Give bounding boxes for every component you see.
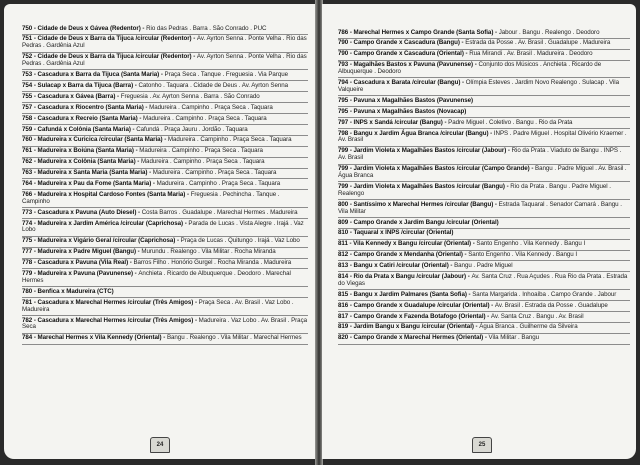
route-stops: Vila Militar . Bangu	[488, 334, 540, 342]
route-name: 816 - Campo Grande x Guadalupe /circular (Oriental)	[338, 301, 490, 309]
route-entry	[22, 169, 308, 180]
page-number-right: 25	[472, 437, 492, 453]
route-entry	[338, 147, 630, 165]
route-separator: -	[463, 50, 470, 58]
route-stops: Santo Engenho . Vila Kennedy . Bangu I	[476, 240, 586, 248]
route-stops: Madureira . Campinho . Praça Seca . Taquara	[139, 147, 263, 155]
route-separator: -	[483, 334, 489, 342]
route-separator: -	[133, 81, 139, 89]
route-entry	[22, 269, 308, 287]
route-stops: Estrada Taquaral . Senador Camará . Bangu . Vila Militar	[338, 200, 622, 215]
right-page	[322, 4, 636, 459]
route-separator: -	[493, 28, 499, 36]
route-entry	[22, 81, 308, 92]
route-separator: -	[175, 237, 181, 245]
route-entry	[338, 118, 630, 129]
route-separator: -	[473, 61, 479, 69]
route-separator: -	[493, 200, 499, 208]
route-stops: Praça de Lucas . Quitungo . Irajá . Vaz Lobo	[180, 237, 300, 245]
route-name: 811 - Vila Kennedy x Bangu /circular (Oriental)	[338, 240, 472, 248]
route-entry	[338, 229, 630, 240]
route-name: 817 - Campo Grande x Fazenda Botafogo (Oriental)	[338, 312, 486, 320]
route-name: 794 - Cascadura x Barata /circular (Bangu)	[338, 79, 461, 87]
route-name: 751 - Cidade de Deus x Barra da Tijuca /circular (Redentor)	[22, 35, 192, 43]
route-stops: Anchieta . Ricardo de Albuquerque . Deodoro . Marechal Hermes	[22, 270, 291, 284]
route-stops: Bangu . Padre Miguel . Av. Brasil . Água Branca	[338, 165, 627, 180]
route-stops: Madureira . Campinho . Praça Seca . Taquara	[140, 158, 265, 166]
route-stops: Av. Santa Cruz . Rua Açudes . Rua Rio da Prata . Estrada do Viegas	[338, 272, 628, 287]
route-separator: -	[135, 158, 141, 166]
route-separator: -	[147, 169, 153, 177]
route-entry	[22, 35, 308, 53]
route-separator: -	[466, 272, 472, 280]
route-entry	[22, 248, 308, 259]
route-name: 753 - Cascadura x Barra da Tijuca (Santa Maria)	[22, 71, 160, 79]
route-name: 752 - Cidade de Deus x Barra da Tijuca /circular (Redentor)	[22, 53, 192, 61]
route-entry	[338, 290, 630, 301]
route-stops: Jabour . Bangu . Realengo . Deodoro	[498, 28, 600, 36]
route-name: 781 - Cascadura x Marechal Hermes /circular (Três Amigos)	[22, 298, 194, 306]
route-entry	[338, 50, 630, 61]
route-stops: Madureira . Campinho . Praça Seca . Taquara	[152, 169, 277, 177]
left-page	[4, 4, 316, 459]
route-separator: -	[529, 165, 536, 173]
route-entry	[338, 96, 630, 107]
route-stops: Madureira . Campinho . Praça Seca . Taquara	[149, 103, 273, 111]
route-entry	[338, 39, 630, 50]
route-entry	[338, 301, 630, 312]
route-stops: Bangu . Padre Miguel	[454, 262, 513, 270]
route-name: 786 - Marechal Hermes x Campo Grande (Santa Sofia)	[338, 28, 494, 36]
route-stops: Água Branca . Guilherme da Silveira	[479, 323, 578, 331]
route-stops: Parada de Lucas . Vista Alegre . Irajá . Vaz Lobo	[22, 219, 304, 234]
route-name: 798 - Bangu x Jardim Água Branca /circular (Bangu)	[338, 129, 489, 137]
route-name: 782 - Cascadura x Marechal Hermes /circular (Três Amigos)	[22, 316, 194, 324]
route-separator: -	[462, 251, 469, 259]
route-separator: -	[140, 24, 147, 32]
route-name: 773 - Cascadura x Pavuna (Auto Diesel)	[22, 208, 137, 216]
route-stops: Santa Margarida . Inhoaíba . Campo Grande . Jabour	[472, 290, 617, 298]
route-separator: -	[135, 248, 142, 256]
route-separator: -	[471, 240, 477, 248]
route-name: 780 - Benfica x Madureira (CTC)	[22, 287, 114, 295]
page-number-left: 24	[150, 437, 170, 453]
route-stops: Barros Filho . Honório Gurgel . Rocha Miranda . Madureira	[133, 259, 292, 267]
route-stops: INPS . Padre Miguel . Hospital Olivério Kraemer . Av. Brasil	[338, 129, 627, 144]
route-name: 762 - Madureira x Colônia (Santa Maria)	[22, 158, 136, 166]
route-entry	[338, 182, 630, 200]
route-entry	[22, 298, 308, 316]
route-name: 763 - Madureira x Santa Maria (Santa Maria)	[22, 169, 148, 177]
route-separator: -	[489, 301, 495, 309]
route-name: 797 - INPS x Sandá /circular (Bangu)	[338, 118, 443, 126]
route-name: 799 - Jardim Violeta x Magalhães Bastos /circular (Jabour)	[338, 147, 507, 155]
route-entry	[22, 125, 308, 136]
route-name: 761 - Madureira x Boiúna (Santa Maria)	[22, 147, 134, 155]
route-name: 775 - Madureira x Vigário Geral /circular (Caprichosa)	[22, 237, 176, 245]
route-stops: Cafundá . Praça Jauru . Jordão . Taquara	[136, 125, 248, 133]
route-stops: Av. Santa Cruz . Bangu . Av. Brasil	[490, 312, 584, 320]
route-entry	[338, 61, 630, 79]
route-separator: -	[137, 114, 144, 122]
route-name: 790 - Campo Grande x Cascadura (Bangu)	[338, 39, 460, 47]
route-entry	[338, 323, 630, 334]
route-separator: -	[466, 290, 473, 298]
route-entry	[22, 208, 308, 219]
route-entry	[338, 28, 630, 39]
route-name: 779 - Madureira x Pavuna (Pavunense)	[22, 270, 133, 278]
route-name: 795 - Pavuna x Magalhães Bastos (Novacap)	[338, 107, 467, 115]
route-name: 759 - Cafundá x Colônia (Santa Maria)	[22, 125, 131, 133]
route-entry	[22, 103, 308, 114]
route-entry	[22, 334, 308, 345]
route-entry	[22, 190, 308, 208]
route-entry	[338, 261, 630, 272]
route-stops: Rio da Prata . Viaduto de Bangu . INPS . Av. Brasil	[338, 147, 622, 162]
route-separator: -	[143, 103, 150, 111]
route-separator: -	[151, 179, 157, 187]
route-stops: Costa Barros . Guadalupe . Marechal Hermes . Madureira	[141, 208, 298, 216]
route-separator: -	[485, 312, 491, 320]
route-entry	[22, 114, 308, 125]
route-separator: -	[161, 334, 167, 342]
route-separator: -	[159, 71, 165, 79]
route-entry	[22, 316, 308, 334]
route-separator: -	[133, 270, 139, 278]
route-separator: -	[191, 53, 197, 61]
route-stops: Freguesia . Av. Ayrton Senna . Barra . São Conrado	[120, 92, 260, 100]
route-stops: Santo Engenho . Vila Kennedy . Bangu I	[468, 251, 577, 259]
route-stops: Madureira . Campinho . Praça Seca . Taquara	[156, 179, 281, 187]
route-name: 799 - Jardim Violeta x Magalhães Bastos /circular (Campo Grande)	[338, 165, 530, 173]
route-name: 812 - Campo Grande x Mendanha (Oriental)	[338, 251, 463, 259]
route-list-right	[338, 28, 630, 345]
route-separator: -	[162, 136, 168, 144]
route-stops: Praça Seca . Av. Brasil . Vaz Lobo . Madureira	[22, 298, 294, 313]
route-entry	[338, 272, 630, 290]
route-name: 778 - Cascadura x Pavuna (Vila Real)	[22, 259, 129, 267]
route-stops: Padre Miguel . Coletivo . Bangu . Rio da Prata	[448, 118, 573, 126]
route-name: 795 - Pavuna x Magalhães Bastos (Pavunense)	[338, 96, 474, 104]
route-separator: -	[459, 39, 466, 47]
route-name: 784 - Marechal Hermes x Vila Kennedy (Oriental)	[22, 334, 162, 342]
route-name: 758 - Cascadura x Recreio (Santa Maria)	[22, 114, 138, 122]
route-stops: Catonho . Taquara . Cidade de Deus . Av. Ayrton Senna	[138, 81, 289, 89]
route-entry	[22, 92, 308, 103]
route-entry	[338, 240, 630, 251]
route-entry	[22, 53, 308, 71]
route-separator: -	[504, 182, 511, 190]
route-name: 777 - Madureira x Padre Miguel (Bangu)	[22, 248, 136, 256]
route-entry	[22, 237, 308, 248]
route-stops: Av. Brasil . Estrada da Posse . Guadalupe	[494, 301, 608, 309]
route-entry	[338, 218, 630, 229]
route-entry	[22, 179, 308, 190]
route-name: 820 - Campo Grande x Marechal Hermes (Oriental)	[338, 334, 484, 342]
route-stops: Rio das Pedras . Barra . São Conrado . PUC	[146, 24, 267, 32]
route-stops: Conjunto dos Músicos . Anchieta . Ricardo de Albuquerque . Deodoro	[338, 61, 602, 76]
route-name: 790 - Campo Grande x Cascadura (Oriental)	[338, 50, 464, 58]
route-entry	[22, 158, 308, 169]
route-entry	[338, 334, 630, 345]
route-name: 757 - Cascadura x Riocentro (Santa Maria)	[22, 103, 144, 111]
route-entry	[338, 312, 630, 323]
route-entry	[338, 200, 630, 218]
route-entry	[22, 136, 308, 147]
route-entry	[22, 287, 308, 298]
route-stops: Av. Ayrton Senna . Ponte Velha . Rio das Pedras . Gardênia Azul	[22, 35, 307, 50]
route-entry	[22, 147, 308, 158]
route-name: 755 - Cascadura x Gávea (Barra)	[22, 92, 116, 100]
route-stops: Rio da Prata . Bangu . Padre Miguel . Realengo	[338, 182, 611, 197]
route-name: 750 - Cidade de Deus x Gávea (Redentor)	[22, 24, 141, 32]
route-entry	[338, 107, 630, 118]
route-separator: -	[130, 125, 137, 133]
route-separator: -	[506, 147, 512, 155]
route-stops: Madureira . Campinho . Praça Seca . Taquara	[143, 114, 267, 122]
route-name: 819 - Jardim Bangu x Bangu /circular (Oriental)	[338, 323, 474, 331]
route-separator: -	[185, 190, 191, 198]
route-separator: -	[128, 259, 134, 267]
route-separator: -	[193, 316, 199, 324]
route-stops: Freguesia . Pechincha . Tanque . Campinho	[22, 190, 280, 205]
route-separator: -	[193, 298, 199, 306]
route-name: 809 - Campo Grande x Jardim Bangu /circular (Oriental)	[338, 218, 499, 226]
route-stops: Praça Seca . Tanque . Freguesia . Via Parque	[164, 71, 288, 79]
route-entry	[338, 251, 630, 262]
route-stops: Madureira . Campinho . Praça Seca . Taquara	[167, 136, 292, 144]
route-name: 793 - Magalhães Bastos x Pavuna (Pavunense)	[338, 61, 474, 69]
route-entry	[22, 24, 308, 35]
route-name: 754 - Sulacap x Barra da Tijuca (Barra)	[22, 81, 134, 89]
route-separator: -	[473, 323, 480, 331]
route-name: 814 - Rio da Prata x Bangu /circular (Jabour)	[338, 272, 467, 280]
route-separator: -	[183, 219, 189, 227]
route-stops: Rua Mirandi . Av. Brasil . Madureira . Deodoro	[469, 50, 593, 58]
route-separator: -	[448, 262, 455, 270]
route-separator: -	[136, 208, 142, 216]
route-separator: -	[460, 79, 466, 87]
route-stops: Bangu . Realengo . Vila Militar . Marechal Hermes	[166, 334, 302, 342]
route-name: 815 - Bangu x Jardim Palmares (Santa Sofia)	[338, 290, 467, 298]
route-separator: -	[191, 35, 197, 43]
route-name: 774 - Madureira x Jardim América /circular (Caprichosa)	[22, 219, 184, 227]
route-entry	[22, 70, 308, 81]
route-separator: -	[488, 129, 494, 137]
route-name: 766 - Madureira x Hospital Cardoso Fontes (Santa Maria)	[22, 190, 186, 198]
route-entry	[338, 129, 630, 147]
route-entry	[22, 259, 308, 270]
route-name: 810 - Taquaral x INPS /circular (Oriental)	[338, 229, 454, 237]
route-stops: Madureira . Vaz Lobo . Av. Brasil . Praça Seca	[22, 316, 308, 331]
route-name: 764 - Madureira x Pau da Fome (Santa Maria)	[22, 179, 152, 187]
route-entry	[338, 78, 630, 96]
route-entry	[338, 165, 630, 183]
route-entry	[22, 219, 308, 237]
route-name: 760 - Madureira x Curicica /circular (Santa Maria)	[22, 136, 163, 144]
route-stops: Estrada da Posse . Av. Brasil . Guadalupe . Madureira	[465, 39, 611, 47]
route-stops: Murundu . Realengo . Vila Militar . Rocha Miranda	[141, 248, 276, 256]
route-stops: Av. Ayrton Senna . Ponte Velha . Rio das Pedras . Gardênia Azul	[22, 53, 307, 68]
route-separator: -	[442, 118, 449, 126]
route-name: 799 - Jardim Violeta x Magalhães Bastos /circular (Bangu)	[338, 182, 505, 190]
route-separator: -	[133, 147, 140, 155]
route-separator: -	[115, 92, 121, 100]
route-name: 800 - Santíssimo x Marechal Hermes /circular (Bangu)	[338, 200, 494, 208]
route-stops: Olímpia Esteves . Jardim Novo Realengo . Sulacap . Vila Valqueire	[338, 79, 620, 93]
route-list-left	[22, 24, 308, 345]
route-name: 813 - Bangu x Catiri /circular (Oriental)	[338, 262, 449, 270]
